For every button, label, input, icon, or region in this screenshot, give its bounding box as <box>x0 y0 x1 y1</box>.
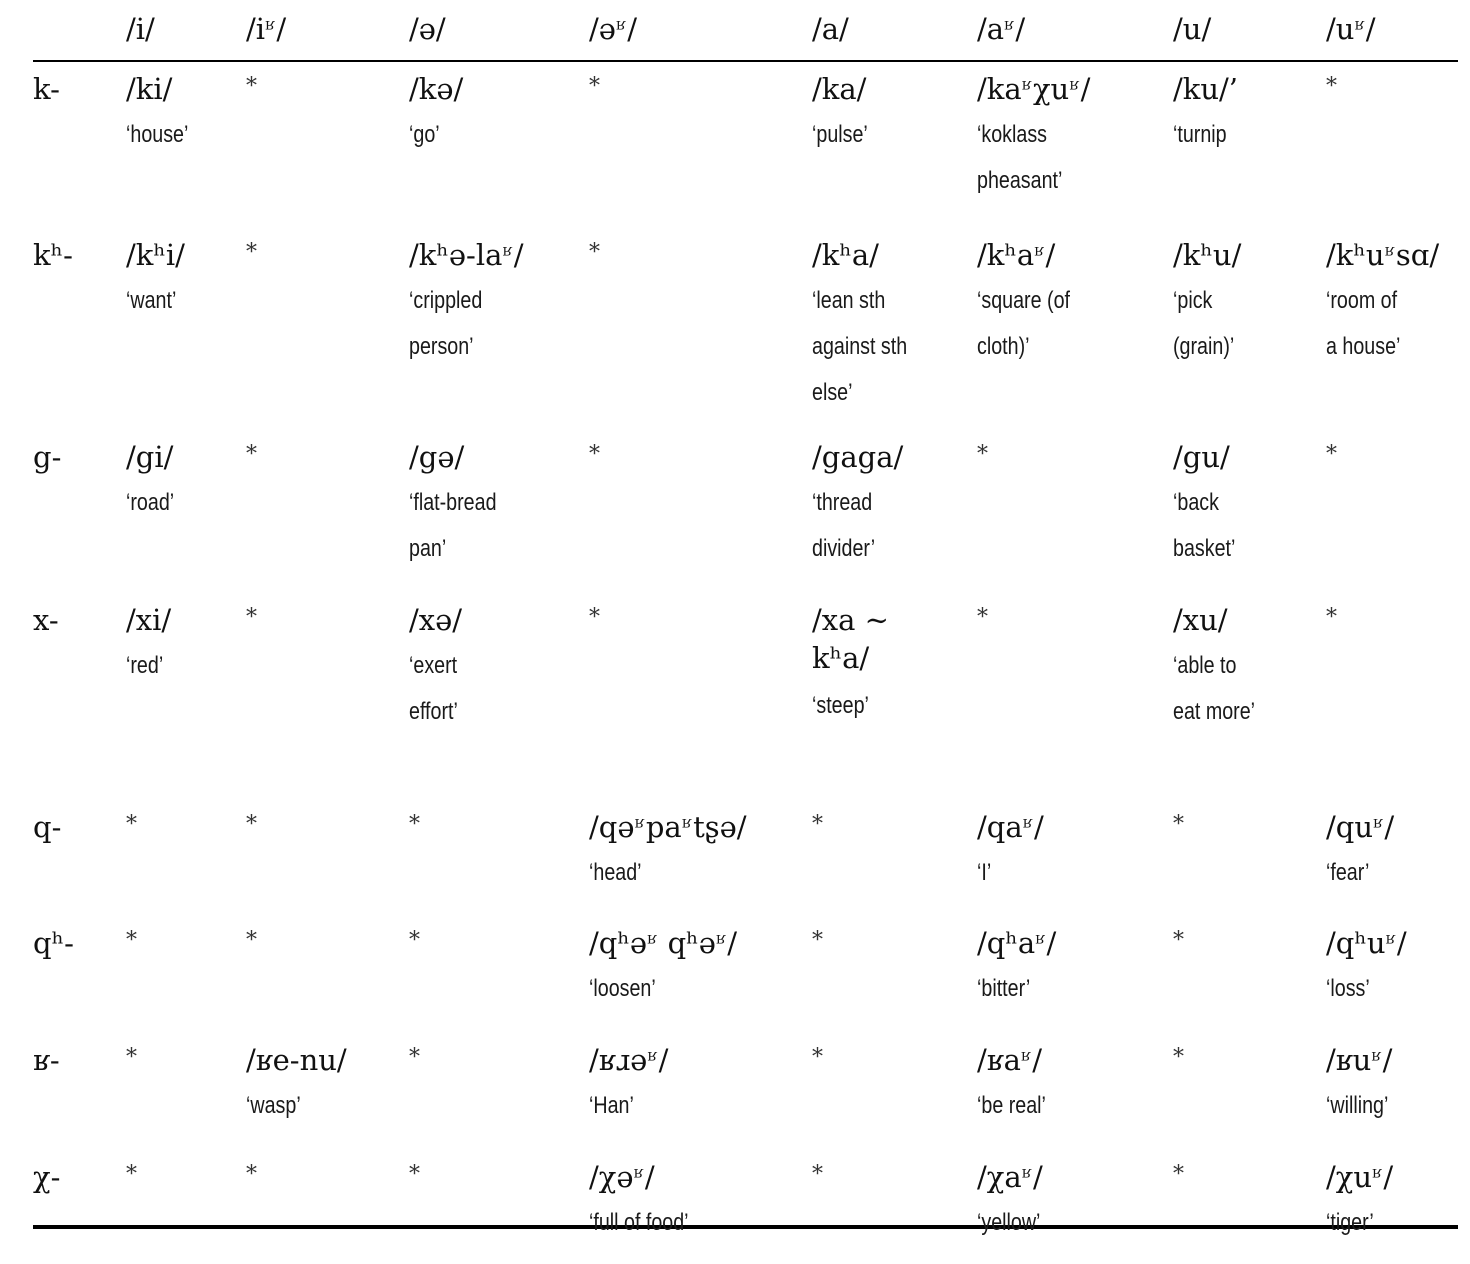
ipa-form: /qəʶpaʶtʂə/ <box>589 810 747 844</box>
empty-cell-marker: * <box>589 605 600 630</box>
gloss-text: pheasant’ <box>977 167 1063 194</box>
gloss-text: ‘I’ <box>977 859 992 886</box>
column-header: /i/ <box>126 12 155 46</box>
ipa-form: /qʰaʶ/ <box>977 926 1057 960</box>
ipa-form: /ka/ <box>812 72 867 106</box>
empty-cell-marker: * <box>126 1045 137 1070</box>
ipa-form: /kʰu/ <box>1173 238 1242 272</box>
row-label: kʰ- <box>33 238 73 272</box>
empty-cell-marker: * <box>977 442 988 467</box>
ipa-form: /kə/ <box>409 72 464 106</box>
gloss-text: a house’ <box>1326 333 1401 360</box>
ipa-form: /gə/ <box>409 440 465 474</box>
gloss-text: ‘yellow’ <box>977 1209 1041 1236</box>
empty-cell-marker: * <box>1326 605 1337 630</box>
ipa-form: /qaʶ/ <box>977 810 1044 844</box>
ipa-form: /xi/ <box>126 603 172 637</box>
empty-cell-marker: * <box>246 605 257 630</box>
column-header: /a/ <box>812 12 849 46</box>
gloss-text: ‘back <box>1173 489 1219 516</box>
empty-cell-marker: * <box>1173 812 1184 837</box>
gloss-text: ‘go’ <box>409 121 440 148</box>
ipa-form: /kʰuʶsɑ/ <box>1326 238 1440 272</box>
empty-cell-marker: * <box>126 812 137 837</box>
ipa-form: /gu/ <box>1173 440 1230 474</box>
empty-cell-marker: * <box>409 1045 420 1070</box>
gloss-text: ‘head’ <box>589 859 642 886</box>
ipa-form: /ʁuʶ/ <box>1326 1043 1393 1077</box>
gloss-text: cloth)’ <box>977 333 1030 360</box>
ipa-form: /kʰi/ <box>126 238 185 272</box>
gloss-text: ‘room of <box>1326 287 1398 314</box>
gloss-text: ‘be real’ <box>977 1092 1046 1119</box>
gloss-text: divider’ <box>812 535 876 562</box>
gloss-text: effort’ <box>409 698 458 725</box>
ipa-form-continued: kʰa/ <box>812 641 870 675</box>
empty-cell-marker: * <box>246 240 257 265</box>
ipa-form: /qʰəʶ qʰəʶ/ <box>589 926 738 960</box>
empty-cell-marker: * <box>1173 1162 1184 1187</box>
bottom-rule <box>33 1225 1458 1229</box>
empty-cell-marker: * <box>812 1162 823 1187</box>
ipa-form: /xə/ <box>409 603 463 637</box>
gloss-text: eat more’ <box>1173 698 1256 725</box>
ipa-form: /χuʶ/ <box>1326 1160 1394 1194</box>
empty-cell-marker: * <box>812 1045 823 1070</box>
ipa-form: /gaga/ <box>812 440 904 474</box>
empty-cell-marker: * <box>409 1162 420 1187</box>
empty-cell-marker: * <box>589 74 600 99</box>
gloss-text: ‘pulse’ <box>812 121 868 148</box>
empty-cell-marker: * <box>589 240 600 265</box>
column-header: /əʶ/ <box>589 12 638 46</box>
gloss-text: (grain)’ <box>1173 333 1235 360</box>
gloss-text: ‘flat-bread <box>409 489 497 516</box>
gloss-text: ‘able to <box>1173 652 1237 679</box>
gloss-text: ‘steep’ <box>812 692 869 719</box>
ipa-form: /ʁaʶ/ <box>977 1043 1043 1077</box>
row-label: k- <box>33 72 60 106</box>
empty-cell-marker: * <box>126 928 137 953</box>
empty-cell-marker: * <box>246 1162 257 1187</box>
ipa-form: /kaʶχuʶ/ <box>977 72 1091 106</box>
gloss-text: ‘turnip <box>1173 121 1227 148</box>
empty-cell-marker: * <box>589 442 600 467</box>
row-label: x- <box>33 603 59 637</box>
gloss-text: ‘koklass <box>977 121 1047 148</box>
column-header: /iʶ/ <box>246 12 287 46</box>
gloss-text: ‘pick <box>1173 287 1213 314</box>
column-header: /u/ <box>1173 12 1212 46</box>
row-label: qʰ- <box>33 926 74 960</box>
row-label: ʁ- <box>33 1043 60 1077</box>
empty-cell-marker: * <box>246 812 257 837</box>
gloss-text: ‘red’ <box>126 652 164 679</box>
gloss-text: ‘tiger’ <box>1326 1209 1374 1236</box>
ipa-form: /xu/ <box>1173 603 1228 637</box>
ipa-form: /kʰaʶ/ <box>977 238 1056 272</box>
ipa-form: /ʁɹəʶ/ <box>589 1043 669 1077</box>
ipa-form: /kʰa/ <box>812 238 879 272</box>
gloss-text: ‘bitter’ <box>977 975 1031 1002</box>
ipa-form: /χəʶ/ <box>589 1160 655 1194</box>
ipa-form: /qʰuʶ/ <box>1326 926 1407 960</box>
ipa-form: /ki/ <box>126 72 173 106</box>
ipa-form: /xa ∼ <box>812 603 889 637</box>
ipa-form: /χaʶ/ <box>977 1160 1043 1194</box>
empty-cell-marker: * <box>409 928 420 953</box>
gloss-text: ‘want’ <box>126 287 177 314</box>
gloss-text: ‘exert <box>409 652 458 679</box>
ipa-form: /gi/ <box>126 440 174 474</box>
gloss-text: ‘lean sth <box>812 287 886 314</box>
gloss-text: ‘road’ <box>126 489 175 516</box>
empty-cell-marker: * <box>812 928 823 953</box>
gloss-text: ‘Han’ <box>589 1092 634 1119</box>
gloss-text: else’ <box>812 379 853 406</box>
gloss-text: against sth <box>812 333 908 360</box>
empty-cell-marker: * <box>977 605 988 630</box>
gloss-text: ‘square (of <box>977 287 1070 314</box>
empty-cell-marker: * <box>126 1162 137 1187</box>
empty-cell-marker: * <box>812 812 823 837</box>
gloss-text: ‘loss’ <box>1326 975 1370 1002</box>
empty-cell-marker: * <box>1326 442 1337 467</box>
header-rule <box>33 60 1458 62</box>
empty-cell-marker: * <box>1173 1045 1184 1070</box>
column-header: /ə/ <box>409 12 446 46</box>
row-label: q- <box>33 810 62 844</box>
gloss-text: ‘fear’ <box>1326 859 1370 886</box>
gloss-text: person’ <box>409 333 474 360</box>
gloss-text: pan’ <box>409 535 447 562</box>
gloss-text: ‘full of food’ <box>589 1209 689 1236</box>
column-header: /aʶ/ <box>977 12 1026 46</box>
empty-cell-marker: * <box>1173 928 1184 953</box>
gloss-text: basket’ <box>1173 535 1236 562</box>
gloss-text: ‘loosen’ <box>589 975 656 1002</box>
empty-cell-marker: * <box>1326 74 1337 99</box>
row-label: χ- <box>33 1160 61 1194</box>
gloss-text: ‘thread <box>812 489 873 516</box>
ipa-form: /quʶ/ <box>1326 810 1395 844</box>
column-header: /uʶ/ <box>1326 12 1376 46</box>
ipa-form: /ʁe-nu/ <box>246 1043 347 1077</box>
empty-cell-marker: * <box>246 928 257 953</box>
ipa-form: /kʰə-laʶ/ <box>409 238 524 272</box>
gloss-text: ‘house’ <box>126 121 189 148</box>
row-label: g- <box>33 440 62 474</box>
empty-cell-marker: * <box>246 442 257 467</box>
gloss-text: ‘willing’ <box>1326 1092 1389 1119</box>
ipa-form: /ku/’ <box>1173 72 1239 106</box>
empty-cell-marker: * <box>409 812 420 837</box>
gloss-text: ‘crippled <box>409 287 483 314</box>
gloss-text: ‘wasp’ <box>246 1092 301 1119</box>
empty-cell-marker: * <box>246 74 257 99</box>
